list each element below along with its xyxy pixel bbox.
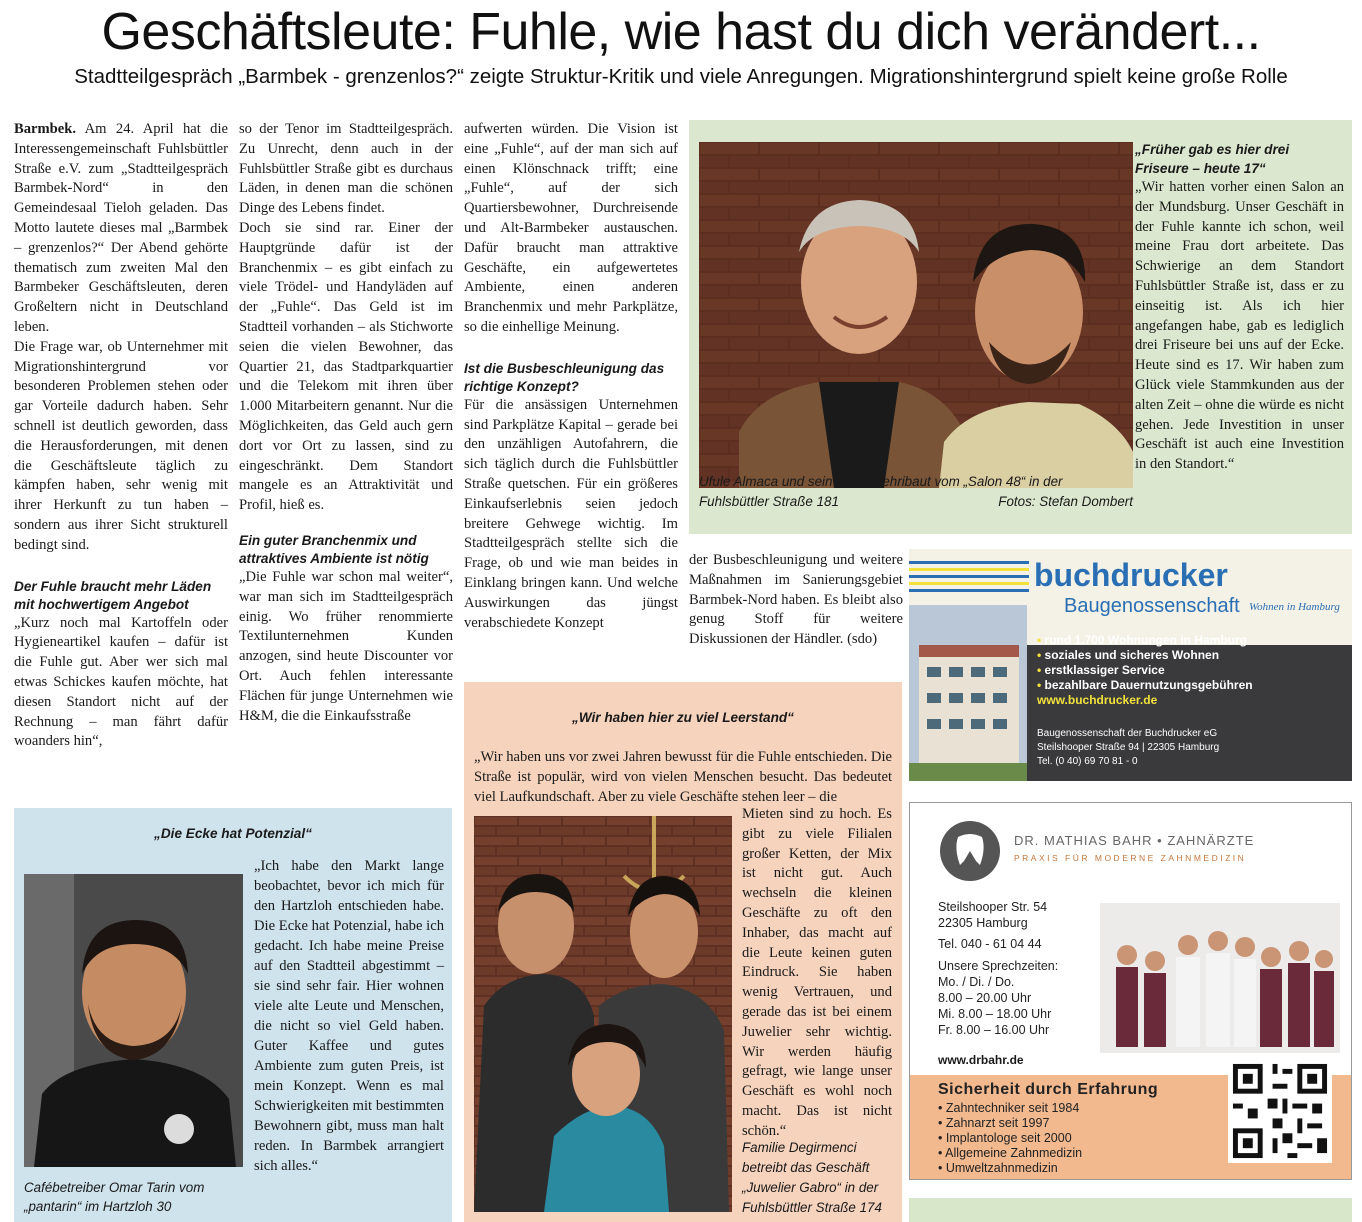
ad-bullet: • Implantologe seit 2000 <box>938 1131 1072 1145</box>
photo-father-son <box>699 142 1133 488</box>
building-illustration <box>909 605 1027 781</box>
quote-box-green <box>689 120 1352 534</box>
photo-father-son-illustration <box>699 142 1133 488</box>
ad-phone: Tel. (0 40) 69 70 81 - 0 <box>1037 756 1138 767</box>
photo-cafe-owner-illustration <box>24 874 243 1167</box>
ad-hours-row: 8.00 – 20.00 Uhr <box>938 991 1032 1005</box>
quote-box-title: „Wir haben hier zu viel Leerstand“ <box>572 710 794 725</box>
ad-city: 22305 Hamburg <box>938 916 1028 930</box>
paragraph: der Busbeschleunigung und weitere Maßnahmen im Sanierungsgebiet Barmbek-Nord haben. Es bleibt also genug Stoff für weitere Diskussionen der Händler. (sdo) <box>689 552 903 648</box>
ad-hours-title: Unsere Sprechzeiten: <box>938 959 1059 973</box>
team-illustration <box>1100 903 1340 1053</box>
photo-caption: Familie Degirmenci betreibt das Geschäft „Juwelier Gabro“ in der Fuhlsbüttler Straße 174 <box>742 1140 882 1215</box>
ad-company: Baugenossenschaft der Buchdrucker eG <box>1037 728 1218 739</box>
ad-building-photo <box>909 605 1027 781</box>
article-column-3 <box>464 120 678 633</box>
ad-bullet: • soziales und sicheres Wohnen <box>1037 648 1220 662</box>
qr-code-graphic <box>1228 1059 1332 1163</box>
photo-cafe-owner <box>24 874 243 1167</box>
dateline: Barmbek. <box>14 121 77 137</box>
ad-web-link[interactable]: www.drbahr.de <box>938 1053 1024 1067</box>
ad-bullets <box>938 1101 1082 1176</box>
page-headline: Geschäftsleute: Fuhle, wie hast du dich verändert... <box>101 3 1261 61</box>
section-subhead: Ist die Busbeschleunigung das richtige Konzept? <box>464 360 665 394</box>
tooth-logo-icon <box>940 821 1000 881</box>
paragraph: Für die ansässigen Unternehmen sind Parkplätze Kapital – gerade bei den unzähligen Autofahrern, die sich täglich durch die Fuhlsbüttler Straße quetschen. Für ein größeres Einkaufserlebnis seien jedoch breitere Gehwege wichtig. Im Stadtteilgespräch stellte sich die Frage, ob und wie man beides in Einklang bringen kann. Und welche Auswirkungen das jüngst verabschiedete Konzept <box>464 396 678 631</box>
ad-street: Steilshooper Str. 54 <box>938 900 1048 914</box>
ad-claim-panel <box>910 1075 1351 1179</box>
ad-phone: Tel. 040 - 61 04 44 <box>938 937 1042 951</box>
photo-family <box>474 816 732 1212</box>
quote-box-blue <box>14 808 452 1222</box>
photo-family-illustration <box>474 816 732 1212</box>
article-column-1 <box>14 120 228 752</box>
quote-text: „Wir hatten vorher einen Salon an der Mundsburg. Unser Geschäft in der Fuhle kannte ich schon, weil meine Frau dort arbeitete. Das Schwierige an dem Standort Fuhlsbüttler Straße ist, dass er zu einseitig ist. Als ich hier angefangen habe, gab es lediglich drei Friseure bei uns auf der Ecke. Heute sind es 17. Wir haben zum Glück viele Stammkunden aus der alten Zeit – ohne die würde es nicht gehen. Jede Investition in unser Geschäft ist auch eine Investition in den Standort.“ <box>1135 179 1344 473</box>
quote-text: „Wir haben uns vor zwei Jahren bewusst für die Fuhle entschieden. Die Straße ist populär, wird von vielen Menschen besucht. Das bedeutet viel Laufkundschaft. Aber zu viele Geschäfte stehen leer – die <box>474 749 892 805</box>
ad-address: Steilshooper Straße 94 | 22305 Hamburg <box>1037 742 1220 753</box>
next-ad-strip <box>909 1198 1352 1222</box>
ad-hours-row: Mi. 8.00 – 18.00 Uhr <box>938 1007 1052 1021</box>
ad-brand: buchdrucker <box>1034 557 1228 593</box>
paragraph: aufwerten würden. Die Vision ist eine „Fuhle“, auf der man sich auf einen Klönschnack trifft; eine „Fuhle“, auf der sich Quartiersbewohner, Durchreisende und Alt-Barmbeker austauschen. Dafür braucht man attraktive Geschäfte, ein aufgewertetes Ambiente, einen anderen Branchenmix und mehr Parkplätze, so die einhellige Meinung. <box>464 121 678 335</box>
ad-web-link[interactable]: www.buchdrucker.de <box>1037 693 1158 707</box>
ad-hours-row: Mo. / Di. / Do. <box>938 975 1015 989</box>
photo-credit: Fotos: Stefan Dombert <box>998 494 1133 509</box>
quote-box-pink <box>464 682 902 1222</box>
quote-text: „Ich habe den Markt lange beobachtet, bevor ich mich für den Hartzloh entschieden habe. Die Ecke hat Potenzial, habe ich gedacht. Ich habe meine Preise auf den Stadtteil abgestimmt – sie sind sehr fair. Hier wohnen viele alte Leute und Menschen, die nicht so viel Geld haben. Guter Kaffee und gutes Ambiente zum guten Preis, ist mein Konzept. Wenn es mal Schwierigkeiten mit bestimmten Bewohnern gibt, muss man halt reden. In Barmbek arrangiert sich alles.“ <box>254 858 444 1174</box>
tooth-icon <box>940 821 1000 881</box>
ad-hours-row: Fr. 8.00 – 16.00 Uhr <box>938 1023 1050 1037</box>
ad-bullet: • Zahntechniker seit 1984 <box>938 1101 1080 1115</box>
ad-stripes <box>909 561 1029 601</box>
team-photo <box>1100 903 1340 1053</box>
section-subhead: Ein guter Branchenmix und attraktives Ambiente ist nötig <box>239 532 429 566</box>
paragraph: „Die Fuhle war schon mal weiter“, war man sich im Stadtteilgespräch einig. Wo früher renommierte Textilunternehmen Kunden anzogen, sind heute Discounter vor Ort. Auch fehlen interessante Flächen für junge Unternehmen wie H&M, die die Einkaufsstraße <box>239 568 453 724</box>
quote-text: Mieten sind zu hoch. Es gibt zu viele Filialen großer Ketten, der Mix ist nicht gut. Auch wechseln die kleinen Geschäfte zu oft den Inhaber, das macht auf die Leute keinen guten Eindruck. Sie haben wenig Vertrauen, und gerade das ist bei einem Juwelier sehr wichtig. Wir werden häufig gefragt, wie lange unser Geschäft es wohl noch macht. Das ist nicht schön.“ <box>742 806 892 1139</box>
ad-bullet: • Allgemeine Zahnmedizin <box>938 1146 1083 1160</box>
caption-text: Ufule Almaca und sein Sohn Mehribaut vom „Salon 48“ in der Fuhlsbüttler Straße 181 <box>699 474 1063 509</box>
paragraph: Doch sie sind rar. Einer der Hauptgründe dafür ist der Branchenmix – es gibt einfach zu viele Trödel- und Handyläden auf der „Fuhle“. Das Geld ist im Stadtteil vorhanden – als Stichworte seien die vielen Bewohner, das Quartier 21, das Stadtparkquartier und die Telekom mit ihren über 1.000 Mitarbeitern genannt. Nur die Möglichkeiten, das Geld auch gern dort vor Ort zu lassen, sind zu eingeschränkt. Dem Standort mangele es an Attraktivität und Profil, hieß es. <box>239 219 453 514</box>
ad-contact <box>1037 727 1347 769</box>
ad-bullet: • Zahnarzt seit 1997 <box>938 1116 1050 1130</box>
ad-address <box>938 899 1058 1038</box>
ad-practice-name: DR. MATHIAS BAHR • ZAHNÄRZTE <box>1014 833 1255 848</box>
ad-bullets <box>1037 633 1347 708</box>
ad-bullet: • Umweltzahnmedizin <box>938 1161 1058 1175</box>
ad-bullet: • rund 1.700 Wohnungen in Hamburg <box>1037 633 1247 647</box>
ad-bullet: • erstklassiger Service <box>1037 663 1165 677</box>
ad-brand-sub: Baugenossenschaft <box>1064 595 1240 617</box>
quote-box-title: „Früher gab es hier drei Friseure – heute 17“ <box>1135 142 1290 176</box>
article-column-2 <box>239 120 453 726</box>
paragraph: „Kurz noch mal Kartoffeln oder Hygieneartikel kaufen – dafür ist die Fuhle gut. Aber wer sich mal etwas Schickes kaufen möchte, hat diesen Standort nicht auf der Rechnung – man fährt dafür woanders hin“, <box>14 614 228 750</box>
ad-claim: Sicherheit durch Erfahrung <box>938 1081 1159 1098</box>
section-subhead: Der Fuhle braucht mehr Läden mit hochwertigem Angebot <box>14 578 212 612</box>
page-subheadline: Stadtteilgespräch „Barmbek - grenzenlos?“ zeigte Struktur-Kritik und viele Anregungen. Migrationshintergrund spielt keine große Rolle <box>74 65 1288 88</box>
ad-dr-bahr <box>909 802 1352 1180</box>
paragraph: Die Frage war, ob Unternehmer mit Migrationshintergrund vor besonderen Problemen stehen oder gar Vorteile dadurch haben. Sehr schnell ist deutlich geworden, dass die Herausforderungen, mit denen die Geschäftsleute täglich zu kämpfen haben, sehr wenig mit ihrer Herkunft zu tun haben – sondern aus ihrer Sicht strukturell bedingt sind. <box>14 338 228 553</box>
paragraph: Am 24. April hat die Interessengemeinschaft Fuhlsbüttler Straße e.V. zum „Stadtteilgespräch Barmbek-Nord“ in den Gemeindesaal Tieloh geladen. Das Motto lautete dieses mal „Barmbek – grenzenlos?“ Der Abend gehörte thematisch zum zweiten Mal den Barmbeker Geschäftsleuten, deren Großeltern nicht in Deutschland leben. <box>14 121 228 335</box>
qr-code-icon[interactable] <box>1228 1059 1332 1163</box>
article-column-4 <box>689 551 903 650</box>
ad-tagline: Wohnen in Hamburg <box>1249 601 1340 613</box>
ad-slogan: PRAXIS FÜR MODERNE ZAHNMEDIZIN <box>1014 853 1247 863</box>
photo-caption: Cafébetreiber Omar Tarin vom „pantarin“ im Hartzloh 30 <box>24 1180 205 1214</box>
ad-bullet: • bezahlbare Dauernutzungsgebühren <box>1037 678 1253 692</box>
ad-buchdrucker <box>909 549 1352 781</box>
photo-caption <box>699 472 1133 512</box>
paragraph: so der Tenor im Stadtteilgespräch. Zu Unrecht, denn auch in der Fuhlsbüttler Straße gibt es durchaus Läden, in denen man die schönen Dinge des Lebens findet. <box>239 121 453 217</box>
quote-box-title: „Die Ecke hat Potenzial“ <box>154 826 312 841</box>
